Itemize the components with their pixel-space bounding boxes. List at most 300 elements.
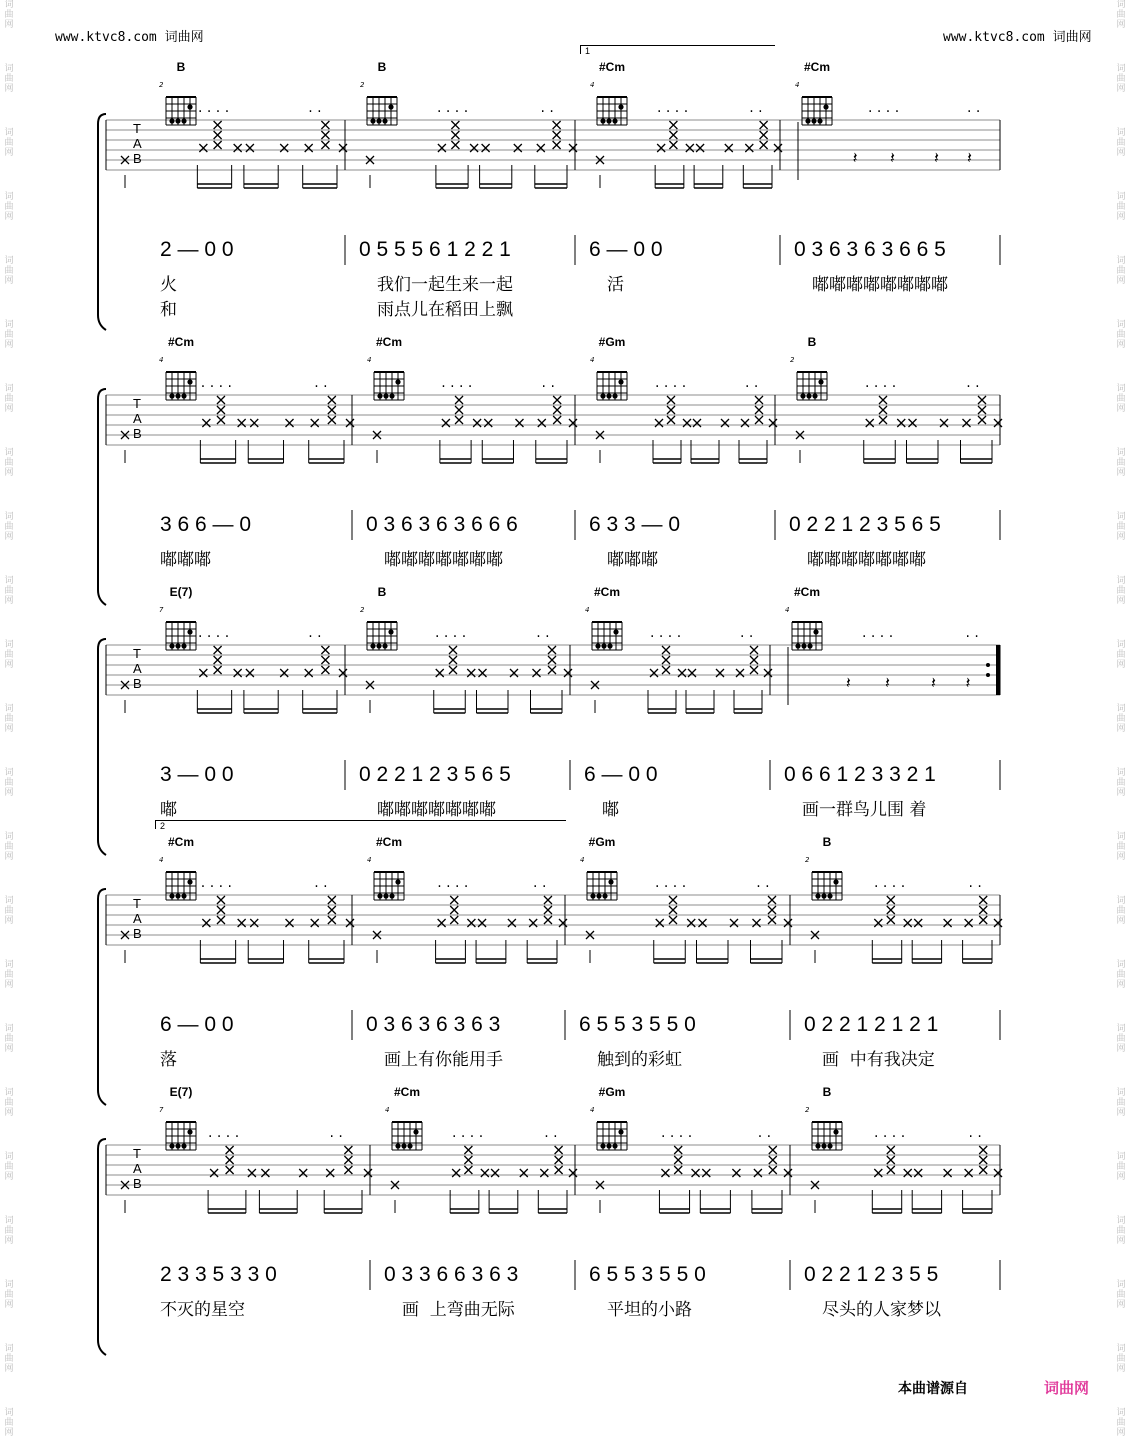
tab-note-x xyxy=(537,144,545,152)
chord-label xyxy=(582,335,642,364)
tab-note-x xyxy=(979,1166,987,1174)
tab-note-x xyxy=(569,419,577,427)
lyric-line-1: 嘟嘟嘟 xyxy=(607,550,658,570)
tab-note-x xyxy=(661,1169,669,1177)
tab-note-x xyxy=(321,656,329,664)
watermark-text: 词 曲 网 xyxy=(4,512,14,542)
tab-note-x xyxy=(217,406,225,414)
chord-name: B xyxy=(822,1085,832,1099)
jianpu-measure: 0 2 2 1 2 3 5 6 5 xyxy=(789,513,941,536)
strum-dots: . . xyxy=(314,875,328,891)
tab-note-x xyxy=(250,419,258,427)
tab-note-x xyxy=(280,144,288,152)
strum-dots: . . . . xyxy=(208,1125,240,1141)
tab-note-x xyxy=(286,919,294,927)
watermark-text: 词 曲 网 xyxy=(4,640,14,670)
tab-note-x xyxy=(548,656,556,664)
tab-note-x xyxy=(346,919,354,927)
tab-note-x xyxy=(887,906,895,914)
tab-note-x xyxy=(217,416,225,424)
tab-note-x xyxy=(210,1169,218,1177)
lyric-line-1: 尽头的人家梦以 xyxy=(822,1300,941,1320)
strum-dots: . . . . xyxy=(865,375,897,391)
tab-note-x xyxy=(449,666,457,674)
tab-note-x xyxy=(887,1156,895,1164)
tab-note-x xyxy=(467,919,475,927)
strum-dots: . . . . xyxy=(657,100,689,116)
chord-fret-number: 2 xyxy=(790,356,795,364)
brand-logo: 词曲网 xyxy=(1044,1379,1090,1397)
tab-note-x xyxy=(979,916,987,924)
chord-name: #Cm xyxy=(598,60,625,74)
chord-name: #Cm xyxy=(167,335,194,349)
watermark-text: 词 曲 网 xyxy=(1116,192,1126,222)
lyric-line-1: 嘟嘟嘟嘟嘟嘟嘟 xyxy=(384,550,503,570)
jianpu-measure: 6 — 0 0 xyxy=(589,238,663,261)
tab-note-x xyxy=(979,1146,987,1154)
watermark-text: 词 曲 网 xyxy=(1116,896,1126,926)
tab-note-x xyxy=(750,656,758,664)
watermark-text: 词 曲 网 xyxy=(4,1088,14,1118)
watermark-text: 词 曲 网 xyxy=(4,1024,14,1054)
strum-dots: . . . . xyxy=(655,875,687,891)
tab-note-x xyxy=(451,141,459,149)
tab-note-x xyxy=(674,1156,682,1164)
chord-name: B xyxy=(377,585,387,599)
tab-note-x xyxy=(451,131,459,139)
tab-note-x xyxy=(774,144,782,152)
tab-note-x xyxy=(866,419,874,427)
tab-note-x xyxy=(311,419,319,427)
tab-note-x xyxy=(438,144,446,152)
jianpu-measure: 0 2 2 1 2 3 5 6 5 xyxy=(359,763,511,786)
strum-dots: . . xyxy=(749,100,763,116)
tab-note-x xyxy=(217,906,225,914)
strum-dots: . . xyxy=(536,625,550,641)
watermark-text: 词 曲 网 xyxy=(4,448,14,478)
jianpu-measure: 6 — 0 0 xyxy=(584,763,658,786)
chord-label xyxy=(352,585,412,614)
tab-note-x xyxy=(280,669,288,677)
strum-dots: . . . . xyxy=(868,100,900,116)
tab-note-x xyxy=(669,906,677,914)
tab-note-x xyxy=(449,656,457,664)
tab-note-x xyxy=(555,1156,563,1164)
tab-note-x xyxy=(979,896,987,904)
tab-note-x xyxy=(481,1169,489,1177)
rest-mark: 𝄽 xyxy=(965,673,971,692)
chord-name: #Cm xyxy=(375,835,402,849)
tab-note-x xyxy=(769,1156,777,1164)
chord-fret-number: 4 xyxy=(159,356,164,364)
chord-name: E(7) xyxy=(169,585,193,599)
watermark-text: 词 曲 网 xyxy=(4,1408,14,1438)
tab-note-x xyxy=(455,406,463,414)
chord-fret-number: 4 xyxy=(385,1106,390,1114)
tab-note-x xyxy=(678,669,686,677)
tab-note-x xyxy=(510,669,518,677)
tab-note-x xyxy=(553,406,561,414)
tab-note-x xyxy=(979,1156,987,1164)
watermark-text: 词 曲 网 xyxy=(4,576,14,606)
watermark-text: 词 曲 网 xyxy=(4,192,14,222)
tab-note-x xyxy=(364,1169,372,1177)
tab-note-x xyxy=(768,906,776,914)
tab-clef-letter: B xyxy=(133,151,142,166)
tab-note-x xyxy=(963,419,971,427)
tab-note-x xyxy=(874,919,882,927)
lyric-line-1: 嘟 xyxy=(602,800,619,820)
strum-dots: . . xyxy=(329,1125,343,1141)
tab-note-x xyxy=(768,896,776,904)
tab-note-x xyxy=(451,121,459,129)
system-bracket xyxy=(98,1139,106,1355)
tab-note-x xyxy=(442,419,450,427)
tab-note-x xyxy=(760,141,768,149)
jianpu-measure: 0 3 3 6 6 3 6 3 xyxy=(384,1263,519,1286)
tab-note-x xyxy=(339,669,347,677)
strum-dots: . . xyxy=(966,375,980,391)
strum-dots: . . xyxy=(540,100,554,116)
tab-note-x xyxy=(564,669,572,677)
tab-note-x xyxy=(755,406,763,414)
tab-clef-letter: A xyxy=(133,136,142,151)
lyric-line-1: 平坦的小路 xyxy=(607,1300,692,1320)
tab-note-x xyxy=(769,419,777,427)
system-3 xyxy=(0,585,1130,845)
tab-note-x xyxy=(214,131,222,139)
chord-diagram xyxy=(166,1122,196,1150)
tab-note-x xyxy=(897,419,905,427)
jianpu-measure: 0 6 6 1 2 3 3 2 1 xyxy=(784,763,936,786)
chord-name: #Cm xyxy=(375,335,402,349)
tab-note-x xyxy=(321,121,329,129)
tab-note-x xyxy=(199,144,207,152)
tab-note-x xyxy=(321,131,329,139)
tab-note-x xyxy=(887,1166,895,1174)
tab-note-x xyxy=(741,419,749,427)
chord-fret-number: 4 xyxy=(590,81,595,89)
tab-note-x xyxy=(286,419,294,427)
watermark-text: 词 曲 网 xyxy=(1116,704,1126,734)
watermark-text: 词 曲 网 xyxy=(4,832,14,862)
tab-note-x xyxy=(514,144,522,152)
chord-fret-number: 7 xyxy=(159,606,164,614)
tab-clef-letter: T xyxy=(133,646,141,661)
watermark-text: 词 曲 网 xyxy=(1116,640,1126,670)
tab-note-x xyxy=(529,919,537,927)
system-1 xyxy=(0,60,1130,320)
chord-label xyxy=(151,835,211,864)
tab-clef-letter: T xyxy=(133,396,141,411)
tab-note-x xyxy=(879,416,887,424)
chord-name: #Gm xyxy=(588,835,616,849)
chord-diagram xyxy=(392,1122,422,1150)
watermark-text: 词 曲 网 xyxy=(1116,448,1126,478)
jianpu-measure: 0 2 2 1 2 1 2 1 xyxy=(804,1013,939,1036)
lyric-line-1: 火 xyxy=(160,275,177,295)
tab-note-x xyxy=(732,1169,740,1177)
chord-name: #Cm xyxy=(167,835,194,849)
tab-note-x xyxy=(246,669,254,677)
tab-note-x xyxy=(693,419,701,427)
chord-fret-number: 4 xyxy=(367,356,372,364)
chord-diagram xyxy=(812,1122,842,1150)
strum-dots: . . xyxy=(740,625,754,641)
chord-fret-number: 4 xyxy=(585,606,590,614)
tab-note-x xyxy=(515,419,523,427)
chord-label xyxy=(787,60,847,89)
rest-mark: 𝄽 xyxy=(845,673,851,692)
watermark-text: 词 曲 网 xyxy=(1116,960,1126,990)
tab-note-x xyxy=(667,396,675,404)
strum-dots: . . xyxy=(533,875,547,891)
tab-note-x xyxy=(914,919,922,927)
tab-note-x xyxy=(226,1156,234,1164)
chord-fret-number: 4 xyxy=(159,856,164,864)
tab-note-x xyxy=(994,419,1002,427)
tab-clef-letter: T xyxy=(133,896,141,911)
tab-note-x xyxy=(716,669,724,677)
lyric-line-1: 嘟嘟嘟 xyxy=(160,550,211,570)
lyric-line-1: 嘟嘟嘟嘟嘟嘟嘟嘟 xyxy=(812,275,948,295)
lyric-line-1: 嘟 xyxy=(160,800,177,820)
watermark-text: 词 曲 网 xyxy=(1116,64,1126,94)
watermark-text: 词 曲 网 xyxy=(4,1344,14,1374)
chord-name: B xyxy=(807,335,817,349)
tab-note-x xyxy=(438,919,446,927)
jianpu-measure: 6 5 5 3 5 5 0 xyxy=(589,1263,706,1286)
tab-note-x xyxy=(238,419,246,427)
tab-note-x xyxy=(656,919,664,927)
watermark-text: 词 曲 网 xyxy=(4,960,14,990)
tab-note-x xyxy=(667,416,675,424)
chord-diagram xyxy=(166,872,196,900)
system-bracket xyxy=(98,114,106,330)
strum-dots: . . xyxy=(757,1125,772,1141)
chord-fret-number: 4 xyxy=(590,1106,595,1114)
tab-note-x xyxy=(491,1169,499,1177)
strum-dots: . . xyxy=(544,1125,558,1141)
tab-note-x xyxy=(248,1169,256,1177)
chord-diagram xyxy=(797,372,827,400)
watermark-text: 词 曲 网 xyxy=(4,64,14,94)
chord-fret-number: 2 xyxy=(805,1106,810,1114)
tab-note-x xyxy=(764,669,772,677)
strum-dots: . . xyxy=(968,1125,982,1141)
tab-clef-letter: T xyxy=(133,1146,141,1161)
tab-note-x xyxy=(944,919,952,927)
rest-mark: 𝄽 xyxy=(967,148,972,167)
rest-mark: 𝄽 xyxy=(885,673,890,692)
chord-diagram xyxy=(166,97,196,125)
tab-note-x xyxy=(692,1169,700,1177)
tab-note-x xyxy=(887,916,895,924)
tab-note-x xyxy=(555,1166,563,1174)
tab-note-x xyxy=(450,906,458,914)
tab-note-x xyxy=(687,919,695,927)
strum-dots: . . xyxy=(314,375,328,391)
tab-note-x xyxy=(484,419,492,427)
tab-note-x xyxy=(669,916,677,924)
tab-note-x xyxy=(226,1166,234,1174)
tab-note-x xyxy=(464,1166,472,1174)
tab-note-x xyxy=(702,1169,710,1177)
tab-note-x xyxy=(202,419,210,427)
strum-dots: . . xyxy=(756,875,770,891)
tab-clef-letter: A xyxy=(133,411,142,426)
tab-note-x xyxy=(238,919,246,927)
tab-note-x xyxy=(769,1146,777,1154)
tab-note-x xyxy=(508,919,516,927)
tab-note-x xyxy=(339,144,347,152)
tab-note-x xyxy=(784,1169,792,1177)
watermark-text: 词 曲 网 xyxy=(1116,128,1126,158)
strum-dots: . . xyxy=(968,875,982,891)
tab-note-x xyxy=(662,646,670,654)
tab-note-x xyxy=(978,416,986,424)
tab-note-x xyxy=(214,141,222,149)
tab-note-x xyxy=(305,669,313,677)
tab-note-x xyxy=(467,669,475,677)
tab-note-x xyxy=(965,919,973,927)
lyric-line-1: 不灭的星空 xyxy=(160,1300,245,1320)
lyric-line-1: 落 xyxy=(160,1050,177,1070)
strum-dots: . . xyxy=(541,375,555,391)
chord-label xyxy=(797,835,857,864)
watermark-text: 词 曲 网 xyxy=(1116,1408,1126,1438)
strum-dots: . . . . xyxy=(437,100,469,116)
tab-note-x xyxy=(455,396,463,404)
chord-diagram xyxy=(166,372,196,400)
tab-note-x xyxy=(755,396,763,404)
chord-diagram xyxy=(587,872,617,900)
tab-note-x xyxy=(667,406,675,414)
watermark-text: 词 曲 网 xyxy=(1116,384,1126,414)
tab-note-x xyxy=(328,406,336,414)
lyric-line-1: 我们一起生来一起 xyxy=(377,275,513,295)
watermark-text: 词 曲 网 xyxy=(4,1280,14,1310)
chord-diagram xyxy=(802,97,832,125)
tab-note-x xyxy=(553,141,561,149)
rest-mark: 𝄽 xyxy=(931,673,936,692)
jianpu-measure: 0 5 5 5 6 1 2 2 1 xyxy=(359,238,511,261)
watermark-text: 词 曲 网 xyxy=(1116,576,1126,606)
system-2 xyxy=(0,335,1130,595)
tab-note-x xyxy=(944,1169,952,1177)
tab-note-x xyxy=(569,1169,577,1177)
tab-note-x xyxy=(544,916,552,924)
lyric-line-1: 嘟嘟嘟嘟嘟嘟嘟 xyxy=(807,550,926,570)
lyric-line-1: 画 中有我决定 xyxy=(822,1050,935,1070)
header-right-url: www.ktvc8.com 词曲网 xyxy=(943,30,1092,45)
chord-fret-number: 4 xyxy=(795,81,800,89)
tab-note-x xyxy=(555,1146,563,1154)
tab-note-x xyxy=(669,121,677,129)
tab-clef-letter: A xyxy=(133,911,142,926)
chord-label xyxy=(777,585,837,614)
lyric-line-1: 嘟嘟嘟嘟嘟嘟嘟 xyxy=(377,800,496,820)
tab-note-x xyxy=(344,1146,352,1154)
tab-note-x xyxy=(736,669,744,677)
tab-note-x xyxy=(464,1156,472,1164)
tab-note-x xyxy=(760,121,768,129)
volta-2-label: 2 xyxy=(160,821,166,831)
tab-note-x xyxy=(217,916,225,924)
strum-dots: . . . . xyxy=(650,625,682,641)
tab-note-x xyxy=(328,916,336,924)
jianpu-measure: 3 — 0 0 xyxy=(160,763,234,786)
tab-note-x xyxy=(328,416,336,424)
tab-note-x xyxy=(683,419,691,427)
tab-note-x xyxy=(538,419,546,427)
watermark-text: 词 曲 网 xyxy=(1116,1088,1126,1118)
chord-diagram xyxy=(166,622,196,650)
strum-dots: . . . . xyxy=(874,875,906,891)
tab-note-x xyxy=(979,906,987,914)
jianpu-measure: 6 5 5 3 5 5 0 xyxy=(579,1013,696,1036)
strum-dots: . . xyxy=(745,375,759,391)
tab-note-x xyxy=(760,131,768,139)
chord-diagram xyxy=(812,872,842,900)
tab-note-x xyxy=(250,919,258,927)
tab-note-x xyxy=(326,1169,334,1177)
chord-label xyxy=(797,1085,857,1114)
tab-note-x xyxy=(226,1146,234,1154)
strum-dots: . . . . xyxy=(198,625,230,641)
tab-note-x xyxy=(662,666,670,674)
tab-note-x xyxy=(452,1169,460,1177)
tab-note-x xyxy=(321,666,329,674)
tab-clef-letter: B xyxy=(133,676,142,691)
watermark-text: 词 曲 网 xyxy=(4,896,14,926)
strum-dots: . . . . xyxy=(441,375,473,391)
tab-note-x xyxy=(978,396,986,404)
chord-fret-number: 2 xyxy=(805,856,810,864)
header-left-url: www.ktvc8.com 词曲网 xyxy=(55,30,204,45)
watermark-text: 词 曲 网 xyxy=(1116,832,1126,862)
tab-note-x xyxy=(436,669,444,677)
chord-label xyxy=(352,60,412,89)
tab-note-x xyxy=(214,656,222,664)
tab-note-x xyxy=(540,1169,548,1177)
tab-note-x xyxy=(650,669,658,677)
lyric-line-1: 画一群鸟儿围 着 xyxy=(802,800,927,820)
strum-dots: . . . . xyxy=(862,625,894,641)
chord-label xyxy=(377,1085,437,1114)
tab-note-x xyxy=(479,669,487,677)
chord-name: #Cm xyxy=(393,1085,420,1099)
system-bracket xyxy=(98,889,106,1105)
strum-dots: . . xyxy=(308,100,322,116)
watermark-text: 词 曲 网 xyxy=(1116,320,1126,350)
strum-dots: . . . . xyxy=(452,1125,484,1141)
watermark-text: 词 曲 网 xyxy=(1116,1216,1126,1246)
tab-clef-letter: T xyxy=(133,121,141,136)
chord-diagram xyxy=(597,372,627,400)
tab-note-x xyxy=(669,131,677,139)
watermark-text: 词 曲 网 xyxy=(4,128,14,158)
watermark-text: 词 曲 网 xyxy=(1116,256,1126,286)
strum-dots: . . . . xyxy=(661,1125,693,1141)
source-label: 本曲谱源自 xyxy=(898,1381,968,1397)
tab-note-x xyxy=(473,419,481,427)
strum-dots: . . . . xyxy=(874,1125,906,1141)
chord-label xyxy=(582,1085,642,1114)
watermark-text: 词 曲 网 xyxy=(1116,1152,1126,1182)
tab-note-x xyxy=(753,919,761,927)
watermark-text: 词 曲 网 xyxy=(1116,0,1126,30)
